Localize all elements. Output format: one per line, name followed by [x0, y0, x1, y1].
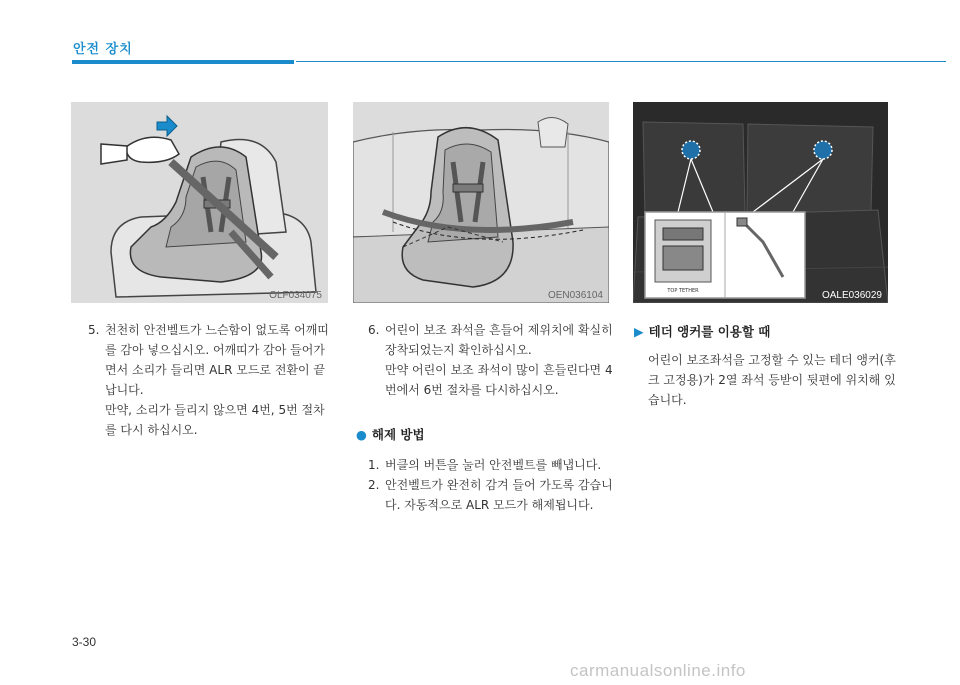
step-5	[88, 320, 333, 400]
release-heading-text: 해제 방법	[371, 427, 425, 442]
step-6	[368, 320, 613, 360]
bullet-circle-icon: ●	[356, 427, 367, 442]
figure-code: OALE036029	[821, 290, 882, 301]
tether-heading-text: 테더 앵커를 이용할 때	[648, 324, 771, 339]
figure-code: OLF034075	[269, 290, 322, 301]
section-title: 안전 장치	[73, 42, 133, 57]
header-rule-thick	[72, 60, 294, 64]
step-6-note: 만약 어린이 보조 좌석이 많이 흔들린다면 4번에서 6번 절차를 다시하십시오.	[385, 363, 613, 397]
column-2-text	[368, 320, 613, 400]
step-text: 어린이 보조 좌석을 흔들어 제위치에 확실히 장착되었는지 확인하십시오.	[385, 323, 613, 357]
cargo-area-photo	[633, 102, 888, 303]
step-number: 1.	[368, 458, 380, 472]
release-section	[356, 425, 613, 515]
release-heading	[356, 425, 613, 445]
column-3-text	[634, 322, 896, 410]
step-text: 천천히 안전벨트가 느슨함이 없도록 어깨띠를 감아 넣으십시오. 어깨띠가 감아 들어가면서 소리가 들리면 ALR 모드로 전환이 끝납니다.	[105, 323, 329, 397]
step-number: 5.	[88, 323, 100, 337]
tether-heading	[634, 322, 896, 342]
page-number: 3-30	[72, 635, 97, 649]
figure-tether-anchors	[633, 102, 888, 303]
step-number: 6.	[368, 323, 380, 337]
column-1-text	[88, 320, 333, 440]
step-text: 버클의 버튼을 눌러 안전벨트를 빼냅니다.	[385, 458, 602, 472]
release-step-1	[368, 455, 613, 475]
figure-child-seat-rear	[353, 102, 609, 303]
watermark: carmanualsonline.info	[570, 661, 746, 680]
step-5-note: 만약, 소리가 들리지 않으면 4번, 5번 절차를 다시 하십시오.	[105, 403, 325, 437]
release-step-2	[368, 475, 613, 515]
figure-code: OEN036104	[547, 290, 603, 301]
child-seat-illustration-2	[353, 102, 609, 303]
figure-seatbelt-child-seat	[71, 102, 328, 303]
tether-label: TOP TETHER	[667, 288, 699, 294]
step-number: 2.	[368, 478, 380, 492]
tether-description: 어린이 보조좌석을 고정할 수 있는 테더 앵커(후크 고정용)가 2열 좌석 등받이 뒷편에 위치해 있습니다.	[648, 353, 896, 407]
step-text: 안전벨트가 완전히 감겨 들어 가도록 감습니다. 자동적으로 ALR 모드가 해제됩니다.	[385, 478, 613, 512]
triangle-right-icon: ▶	[634, 324, 644, 339]
header-rule-thin	[296, 61, 946, 62]
child-seat-illustration-1	[71, 102, 328, 303]
